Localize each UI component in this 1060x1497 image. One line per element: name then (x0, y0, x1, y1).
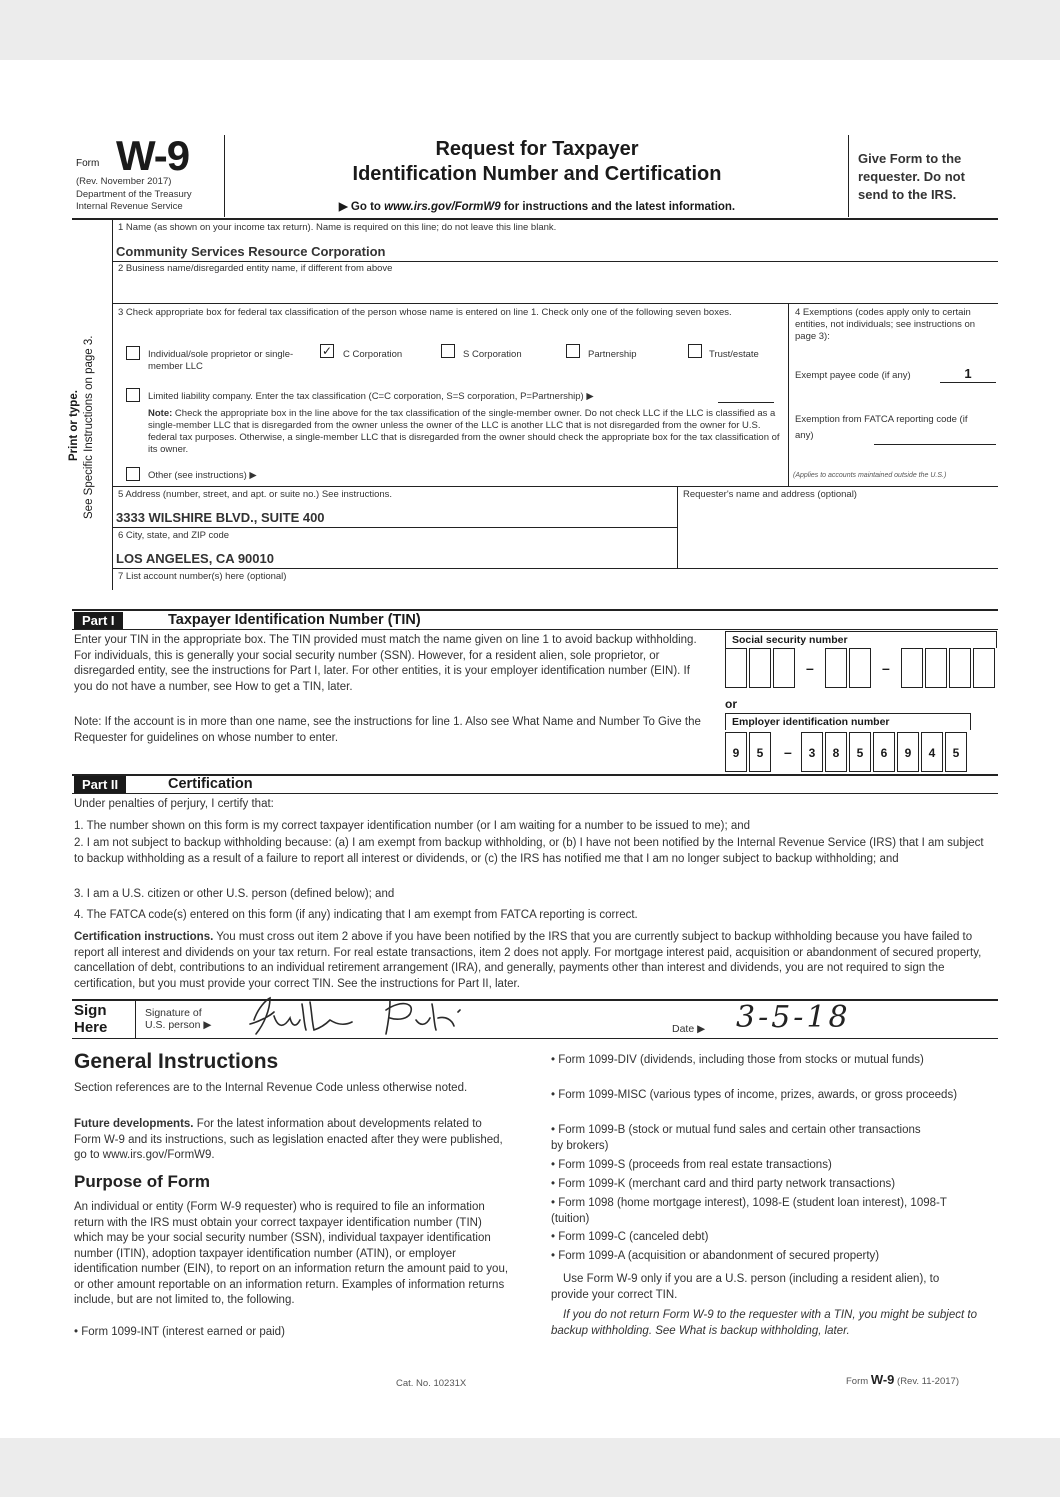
part1-text: Enter your TIN in the appropriate box. The TIN provided must match the name given on line 1 to avoid backup withholding. For individuals, this is generally your social security number (SSN). However, for a resident alien, sole proprietor, or disregarded entity, see the instructions for Part I, later. For other entities, it is your employer identification number (EIN). If you do not have a number, see How to get a TIN, later. (74, 634, 697, 693)
goto-prefix: ▶ Go to (338, 201, 385, 213)
ein-digit-2[interactable]: 5 (749, 732, 771, 772)
line3-label: 3 Check appropriate box for federal tax classification of the person whose name is entered on line 1. Check only one of the following seven boxes. (118, 307, 732, 318)
part2-tag: Part II (74, 776, 126, 793)
individual-label: Individual/sole proprietor or single-member LLC (148, 349, 294, 372)
ssn-digit-5[interactable] (849, 648, 871, 688)
other-label: Other (see instructions) ▶ (148, 470, 257, 481)
signature-label-line2: U.S. person ▶ (145, 1019, 212, 1031)
bullet-1099-k: • Form 1099-K (merchant card and third party network transactions) (551, 1178, 896, 1190)
other-checkbox[interactable] (126, 467, 140, 481)
ein-digit-4[interactable]: 8 (825, 732, 847, 772)
bullet-1098: • Form 1098 (home mortgage interest), 1098-E (student loan interest), 1098-T (tuition) (551, 1197, 947, 1225)
part2-intro: Under penalties of perjury, I certify that: (74, 798, 274, 810)
requester-label: Requester's name and address (optional) (683, 489, 857, 500)
goto-suffix: for instructions and the latest information. (500, 201, 736, 213)
line7-label: 7 List account number(s) here (optional) (118, 571, 287, 582)
cert-item-2: 2. I am not subject to backup withholding because: (a) I am exempt from backup withholding, or (b) I have not been notified by the Internal Revenue Service (IRS) that I am subject to backup withholding as a result of a failure to report all interest or dividends, or (c) the IRS has notified me that I am no longer subject to backup withholding; and (74, 837, 984, 865)
future-text: For the latest information about developments related to Form W-9 and its instructions, such as legislation enacted after they were published, go to www.irs.gov/FormW9. (74, 1118, 503, 1161)
form-title-line1: Request for Taxpayer (435, 138, 639, 160)
trust-estate-label: Trust/estate (709, 349, 759, 360)
line5-label: 5 Address (number, street, and apt. or suite no.) See instructions. (118, 489, 393, 500)
header-divider-left (224, 135, 225, 217)
service-name: Internal Revenue Service (76, 201, 183, 212)
line2-business-name-field[interactable] (116, 282, 996, 302)
fatca-label: Exemption from FATCA reporting code (if any) (795, 414, 968, 441)
part2-rule (72, 793, 998, 794)
llc-note-text: Check the appropriate box in the line above for the tax classification of the single-member owner. Do not check LLC if the LLC is classified as a single-member LLC that is disregarded from the owner unless the owner of the LLC is another LLC that is not disregarded from the owner for U.S. federal tax purposes. Otherwise, a single-member LLC that is disregarded from the owner should check the appropriate box for the tax classification of its owner. (148, 408, 780, 455)
exempt-payee-field[interactable]: 1 (940, 366, 996, 383)
c-corporation-checkbox[interactable]: ✓ (321, 344, 333, 358)
partnership-checkbox[interactable] (566, 344, 580, 358)
signature-label-line1: Signature of (145, 1007, 202, 1019)
ssn-digit-8[interactable] (949, 648, 971, 688)
fatca-code-field[interactable] (874, 430, 996, 445)
s-corporation-label: S Corporation (463, 349, 522, 360)
cert-item-3: 3. I am a U.S. citizen or other U.S. person (defined below); and (74, 888, 395, 900)
line1-label: 1 Name (as shown on your income tax return). Name is required on this line; do not leave this line blank. (118, 222, 557, 233)
cert-instructions-text: You must cross out item 2 above if you have been notified by the IRS that you are currently subject to backup withholding because you have failed to report all interest and dividends on your tax return. For real estate transactions, item 2 does not apply. For mortgage interest paid, acquisition or abandonment of secured property, cancellation of debt, contributions to an individual retirement arrangement (IRA), and generally, payments other than interest and dividends, you are not required to sign the certification, but you must provide your correct TIN. See the instructions for Part II, later. (74, 931, 982, 990)
ssn-digit-4[interactable] (825, 648, 847, 688)
signature-label (145, 1007, 211, 1031)
signature-field[interactable] (240, 990, 670, 1040)
exemptions-label: 4 Exemptions (codes apply only to certain entities, not individuals; see instructions on page 3): (795, 307, 976, 342)
ein-dash: – (784, 744, 792, 760)
c-corporation-label: C Corporation (343, 349, 403, 360)
scan-top-band (0, 0, 1060, 60)
footer-form-prefix: Form (846, 1376, 871, 1387)
sign-word: Sign (74, 1002, 107, 1019)
part1-rule (72, 629, 998, 630)
top-section-bottom-rule (72, 609, 998, 611)
catalog-number: Cat. No. 10231X (396, 1378, 467, 1389)
ein-digit-5[interactable]: 5 (849, 732, 871, 772)
part2-title: Certification (168, 776, 253, 792)
exemptions-divider (788, 303, 789, 487)
cert-instructions (74, 930, 998, 992)
bullet-1099-b: • Form 1099-B (stock or mutual fund sales and certain other transactions by brokers) (551, 1124, 921, 1152)
line5-rule (112, 527, 677, 528)
line1-rule (112, 261, 998, 262)
form-title-line2: Identification Number and Certification (352, 163, 722, 185)
line1-name-field[interactable]: Community Services Resource Corporation (116, 244, 386, 259)
ein-digit-3[interactable]: 3 (801, 732, 823, 772)
ssn-digit-1[interactable] (725, 648, 747, 688)
side-divider (112, 219, 113, 590)
future-bold: Future developments. (74, 1118, 194, 1130)
general-instructions-title: General Instructions (74, 1050, 279, 1073)
ssn-digit-7[interactable] (925, 648, 947, 688)
purpose-title: Purpose of Form (74, 1172, 211, 1191)
line2-label: 2 Business name/disregarded entity name, if different from above (118, 263, 393, 274)
cert-item-4: 4. The FATCA code(s) entered on this form (if any) indicating that I am exempt from FATCA reporting is correct. (74, 909, 638, 921)
ein-digit-9[interactable]: 5 (945, 732, 967, 772)
side-label-line1: Print or type. (68, 390, 80, 461)
requester-divider (677, 486, 678, 568)
individual-checkbox[interactable] (126, 346, 140, 360)
department-name: Department of the Treasury (76, 189, 192, 200)
line6-city-field[interactable]: LOS ANGELES, CA 90010 (116, 551, 274, 566)
llc-classification-field[interactable] (718, 390, 774, 403)
ein-digit-1[interactable]: 9 (725, 732, 747, 772)
bullet-1099-misc: • Form 1099-MISC (various types of income, prizes, awards, or gross proceeds) (551, 1089, 958, 1101)
bullet-1099-s: • Form 1099-S (proceeds from real estate transactions) (551, 1159, 832, 1171)
sign-bottom-rule (72, 1038, 998, 1039)
part1-title: Taxpayer Identification Number (TIN) (168, 612, 421, 628)
sign-here-label (74, 1002, 107, 1036)
bullet-1099-int: • Form 1099-INT (interest earned or paid) (74, 1326, 285, 1338)
llc-note-bold: Note: (148, 408, 173, 419)
s-corporation-checkbox[interactable] (441, 344, 455, 358)
scan-bottom-band (0, 1438, 1060, 1497)
bullet-1099-c: • Form 1099-C (canceled debt) (551, 1231, 709, 1243)
line6-label: 6 City, state, and ZIP code (118, 530, 230, 541)
ssn-digit-2[interactable] (749, 648, 771, 688)
form-label: Form (76, 158, 100, 169)
ssn-digit-3[interactable] (773, 648, 795, 688)
llc-label: Limited liability company. Enter the tax classification (C=C corporation, S=S corporation, P=Partnership) ▶ (148, 391, 594, 402)
llc-checkbox[interactable] (126, 388, 140, 402)
sign-divider (135, 1000, 136, 1038)
ssn-label: Social security number (725, 631, 997, 648)
ein-digit-7[interactable]: 9 (897, 732, 919, 772)
part1-tag: Part I (74, 612, 123, 629)
line3-bottom-rule (112, 486, 998, 487)
trust-estate-checkbox[interactable] (688, 344, 702, 358)
form-number: W-9 (116, 132, 190, 179)
bullet-1099-div: • Form 1099-DIV (dividends, including those from stocks or mutual funds) (551, 1054, 924, 1066)
ein-label: Employer identification number (725, 713, 971, 730)
ein-digit-8[interactable]: 4 (921, 732, 943, 772)
exemptions-footnote: (Applies to accounts maintained outside the U.S.) (793, 472, 947, 479)
handwritten-signature (240, 990, 670, 1040)
exempt-payee-label: Exempt payee code (if any) (795, 370, 911, 381)
ssn-dash-2: – (882, 660, 890, 676)
header-bottom-rule (72, 218, 998, 220)
general-intro: Section references are to the Internal Revenue Code unless otherwise noted. (74, 1082, 468, 1094)
part1-note: Note: If the account is in more than one name, see the instructions for line 1. Also see What Name and Number To Give the Requester for guidelines on whose number to enter. (74, 716, 701, 744)
form-revision: (Rev. November 2017) (76, 176, 172, 187)
cert-instructions-bold: Certification instructions. (74, 931, 214, 943)
llc-note (148, 408, 782, 456)
date-label: Date ▶ (672, 1023, 706, 1035)
line5-address-field[interactable]: 3333 WILSHIRE BLVD., SUITE 400 (116, 510, 325, 525)
here-word: Here (74, 1019, 108, 1036)
ssn-digit-9[interactable] (973, 648, 995, 688)
goto-url-link[interactable]: www.irs.gov/FormW9 (384, 201, 501, 213)
ein-digit-6[interactable]: 6 (873, 732, 895, 772)
side-label-line2: See Specific Instructions on page 3. (83, 335, 95, 519)
line2-rule (112, 303, 998, 304)
give-form-note: Give Form to the requester. Do not send to the IRS. (858, 151, 965, 202)
backup-warning-text: If you do not return Form W-9 to the requester with a TIN, you might be subject to backup withholding. See What is backup withholding, later. (551, 1309, 977, 1337)
cert-item-1: 1. The number shown on this form is my correct taxpayer identification number (or I am waiting for a number to be issued to me); and (74, 820, 751, 832)
ssn-digit-6[interactable] (901, 648, 923, 688)
header-divider-right (848, 135, 849, 217)
date-field[interactable]: 3-5-18 (736, 1000, 851, 1035)
line6-rule (112, 568, 998, 569)
footer-form-id (846, 1374, 959, 1388)
or-label: or (725, 697, 737, 711)
footer-form-number: W-9 (870, 1372, 895, 1387)
goto-instructions (226, 201, 848, 214)
purpose-text: An individual or entity (Form W-9 requester) who is required to file an information return with the IRS must obtain your correct taxpayer identification number (TIN) which may be your social security number (SSN), individual taxpayer identification number (ITIN), adoption taxpayer identification number (ATIN), or employer identification number (EIN), to report on an information return the amount paid to you, or other amount reportable on an information return. Examples of information returns include, but are not limited to, the following. (74, 1201, 509, 1306)
ssn-dash-1: – (806, 660, 814, 676)
footer-form-rev: (Rev. 11-2017) (894, 1376, 959, 1387)
future-developments (74, 1117, 504, 1164)
use-form-text: Use Form W-9 only if you are a U.S. person (including a resident alien), to provide your correct TIN. (551, 1273, 940, 1301)
bullet-1099-a: • Form 1099-A (acquisition or abandonment of secured property) (551, 1250, 880, 1262)
partnership-label: Partnership (588, 349, 637, 360)
side-instructions-label (67, 249, 97, 519)
